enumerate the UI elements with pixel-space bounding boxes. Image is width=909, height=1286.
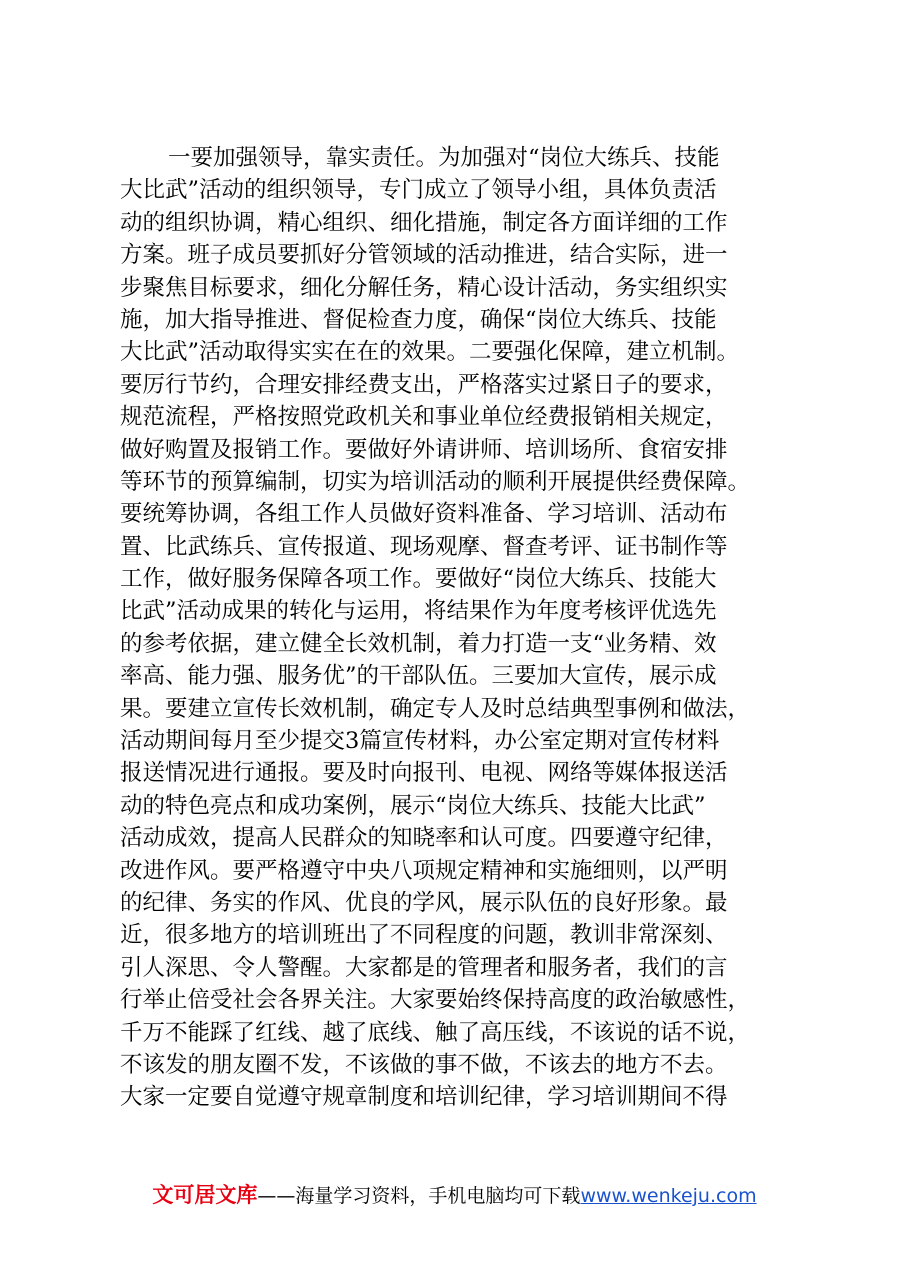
text-line: 果。要建立宣传长效机制，确定专人及时总结典型事例和做法， [120, 695, 751, 722]
text-line: 比武”活动成果的转化与运用，将结果作为年度考核评优选先 [120, 598, 717, 625]
text-line: 不该发的朋友圈不发，不该做的事不做，不该去的地方不去。 [120, 1051, 728, 1078]
text-line: 的参考依据，建立健全长效机制，着力打造一支“业务精、效 [120, 630, 717, 657]
text-line: 工作，做好服务保障各项工作。要做好“岗位大练兵、技能大 [120, 566, 717, 593]
footer-tagline: ——海量学习资料，手机电脑均可下载 [257, 1185, 581, 1207]
text-line: 千万不能踩了红线、越了底线、触了高压线，不该说的话不说， [120, 1019, 751, 1046]
text-line: 要厉行节约，合理安排经费支出，严格落实过紧日子的要求， [120, 371, 728, 398]
text-line: 动的组织协调，精心组织、细化措施，制定各方面详细的工作 [120, 209, 728, 236]
text-line: 大比武”活动的组织领导，专门成立了领导小组，具体负责活 [120, 177, 717, 204]
text-line: 一要加强领导，靠实责任。为加强对“岗位大练兵、技能 [168, 145, 720, 171]
text-line: 改进作风。要严格遵守中央八项规定精神和实施细则，以严明 [120, 857, 728, 884]
text-line: 报送情况进行通报。要及时向报刊、电视、网络等媒体报送活 [120, 760, 728, 787]
text-line: 方案。班子成员要抓好分管领域的活动推进，结合实际，进一 [120, 242, 728, 269]
body-paragraph [120, 142, 810, 1114]
text-line: 活动成效，提高人民群众的知晓率和认可度。四要遵守纪律， [120, 825, 728, 852]
text-line: 规范流程，严格按照党政机关和事业单位经费报销相关规定， [120, 404, 728, 431]
text-line: 步聚焦目标要求，细化分解任务，精心设计活动，务实组织实 [120, 274, 728, 301]
footer-link[interactable]: www.wenkeju.com [580, 1185, 757, 1207]
text-line: 近，很多地方的培训班出了不同程度的问题，教训非常深刻、 [120, 922, 728, 949]
text-line: 行举止倍受社会各界关注。大家要始终保持高度的政治敏感性， [120, 987, 751, 1014]
text-line: 做好购置及报销工作。要做好外请讲师、培训场所、食宿安排 [120, 436, 728, 463]
text-line: 施，加大指导推进、督促检查力度，确保“岗位大练兵、技能 [120, 306, 717, 333]
text-line: 活动期间每月至少提交3篇宣传材料，办公室定期对宣传材料 [120, 728, 720, 755]
text-line: 的纪律、务实的作风、优良的学风，展示队伍的良好形象。最 [120, 889, 728, 916]
text-line: 大比武”活动取得实实在在的效果。二要强化保障，建立机制。 [120, 339, 740, 366]
text-line: 等环节的预算编制，切实为培训活动的顺利开展提供经费保障。 [120, 468, 751, 495]
text-line: 置、比武练兵、宣传报道、现场观摩、督查考评、证书制作等 [120, 533, 728, 560]
text-line: 引人深思、令人警醒。大家都是的管理者和服务者，我们的言 [120, 954, 728, 981]
footer-brand: 文可居文库 [152, 1183, 258, 1207]
footer-banner [0, 1180, 909, 1211]
text-line: 要统筹协调，各组工作人员做好资料准备、学习培训、活动布 [120, 501, 728, 528]
text-line: 动的特色亮点和成功案例，展示“岗位大练兵、技能大比武” [120, 792, 706, 819]
text-line: 大家一定要自觉遵守规章制度和培训纪律，学习培训期间不得 [120, 1084, 728, 1111]
text-line: 率高、能力强、服务优”的干部队伍。三要加大宣传，展示成 [120, 663, 717, 690]
